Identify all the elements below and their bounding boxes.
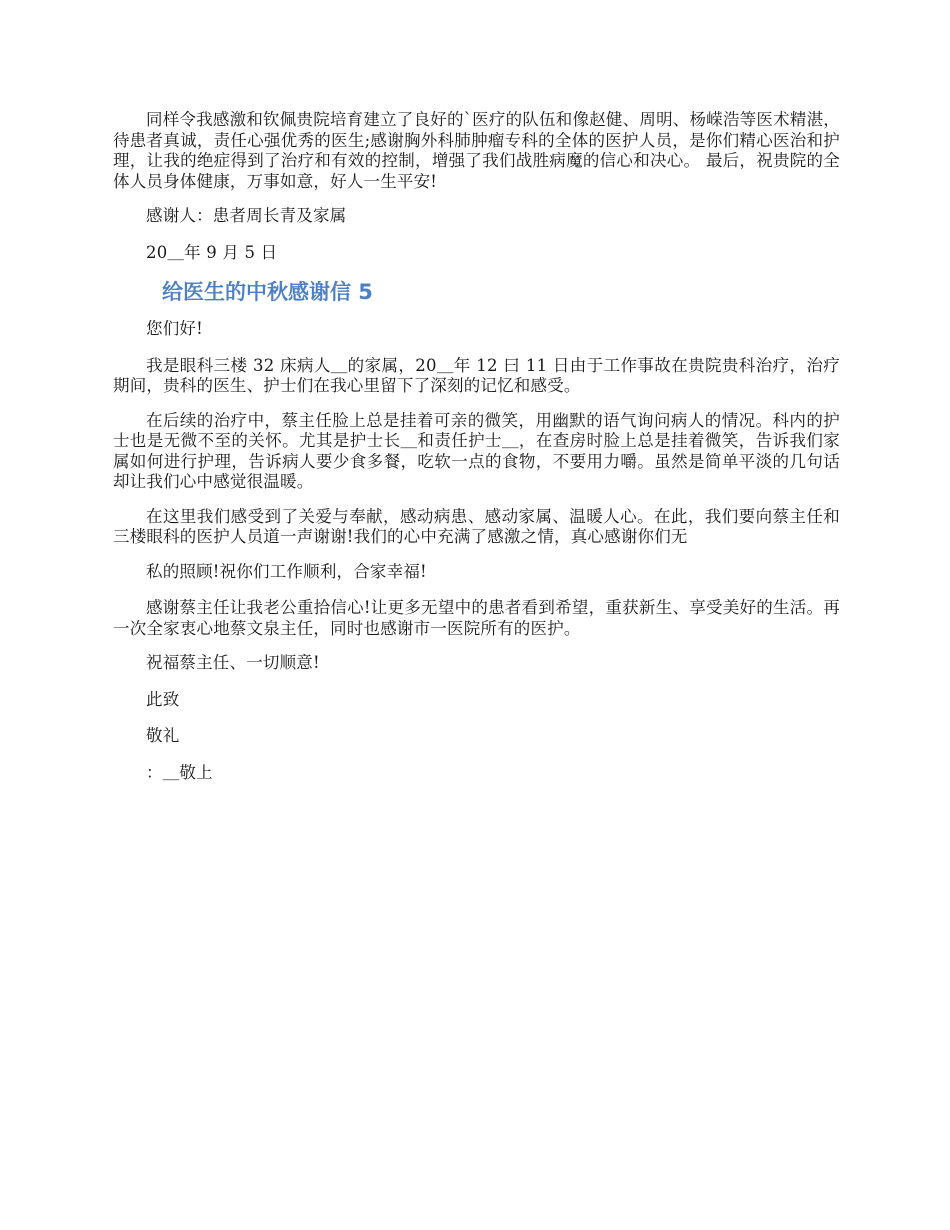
paragraph-greeting: 您们好! [146,319,203,338]
paragraph-signer: 感谢人：患者周长青及家属 [146,206,347,225]
paragraph-signature: ：＿敬上 [146,762,213,782]
paragraph-closing-1: 此致 [146,689,180,709]
paragraph-blessing: 祝福蔡主任、一切顺意! [146,653,320,672]
paragraph-treatment: 在后续的治疗中，蔡主任脸上总是挂着可亲的微笑，用幽默的语气询问病人的情况。科内的护士也是无微不至的关怀。尤其是护士长＿和责任护士＿，在查房时脸上总是挂着微笑，告诉我们家属如何进行护理，告诉病人要少食多餐，吃软一点的食物，不要用力嚼。虽然是简单平淡的几句话却让我们心中感觉很温暖。 [113,410,840,491]
document-page [113,110,840,799]
paragraph-intro: 我是眼科三楼 32 床病人＿的家属，20＿年 12 曰 11 日由于工作事故在贵院贵科治疗，治疗期间，贵科的医生、护士们在我心里留下了深刻的记忆和感受。 [113,355,840,395]
section-heading: 给医生的中秋感谢信 5 [162,280,373,304]
paragraph-closing-2: 敬礼 [146,726,180,745]
paragraph-confidence: 感谢蔡主任让我老公重拾信心!让更多无望中的患者看到希望，重获新生、享受美好的生活。再一次全家衷心地蔡文泉主任，同时也感谢市一医院所有的医护。 [113,598,840,638]
paragraph-date: 20＿年 9 月 5 日 [146,242,278,262]
paragraph-gratitude: 同样令我感激和钦佩贵院培育建立了良好的`医疗的队伍和像赵健、周明、杨嵘浩等医术精湛，待患者真诚，责任心强优秀的医生;感谢胸外科肺肿瘤专科的全体的医护人员，是你们精心医治和护理，让我的绝症得到了治疗和有效的控制，增强了我们战胜病魔的信心和决心。 最后，祝贵院的全体人员身体健康，万事如意，好人一生平安! [113,110,840,191]
paragraph-wishes: 私的照顾!祝你们工作顺利，合家幸福! [146,561,427,581]
paragraph-thanks: 在这里我们感受到了关爱与奉献，感动病患、感动家属、温暖人心。在此，我们要向蔡主任和三楼眼科的医护人员道一声谢谢!我们的心中充满了感激之情，真心感谢你们无 [113,506,840,546]
